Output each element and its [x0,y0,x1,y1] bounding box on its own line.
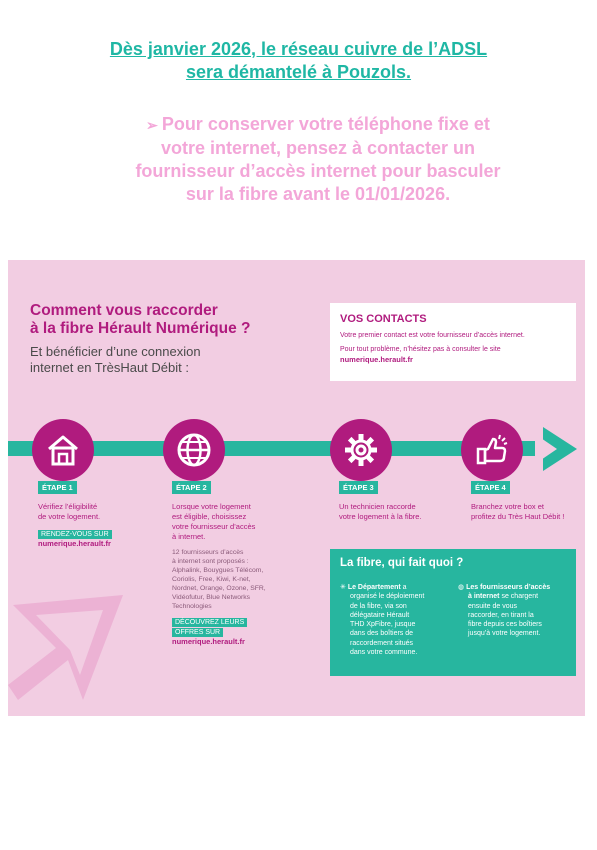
who-col1-rest: a [400,584,407,591]
providers-line6: Vidéofutur, Blue Networks [172,594,251,601]
who-col1-line: dans votre commune. [350,649,418,657]
fibre-poster [8,260,585,716]
thumbs-up-icon [461,419,523,481]
who-col2-rest: se chargent [499,593,539,601]
providers-list [172,548,292,611]
who-title: La fibre, qui fait quoi ? [340,557,464,569]
contacts-line2: Pour tout problème, n’hésitez pas à consulter le site [340,346,501,353]
asterisk-icon: ✳ [340,584,348,591]
who-col1-line: délégataire Hérault [350,611,410,619]
step2-text-line4: à internet. [172,532,206,541]
who-col1-line: dans des boîtiers de [350,630,414,638]
contacts-title: VOS CONTACTS [340,313,427,325]
step1-text-line2: de votre logement. [38,512,101,521]
who-col2-line: fibre depuis ces boîtiers [468,621,542,629]
step3-text-line1: Un technicien raccorde [339,502,416,511]
who-col2-line: jusqu’à votre logement. [468,630,541,638]
step2-text-line2: est éligible, choisissez [172,512,247,521]
who-col1-line: raccordement situés [350,639,414,647]
who-col-providers [458,583,570,639]
notice [68,113,568,206]
step4-text-line1: Branchez votre box et [471,502,544,511]
poster-subtitle [30,344,290,375]
house-icon [32,419,94,481]
headline-line1: Dès janvier 2026, le réseau cuivre de l’ADSL [109,39,488,59]
who-col1-bold: Le Département [347,584,401,591]
poster-title [30,302,330,338]
notice-line4: sur la fibre avant le 01/01/2026. [185,184,451,204]
step1-label: ÉTAPE 1 [38,481,77,494]
step1-tag: RENDEZ-VOUS SUR [38,530,112,539]
poster-subtitle-line2: internet en TrèsHaut Débit : [30,359,189,375]
step4-text-line2: profitez du Très Haut Débit ! [471,512,565,521]
notice-line1: Pour conserver votre téléphone fixe et [161,114,490,134]
contacts-link[interactable]: numerique.herault.fr [340,355,413,364]
contacts-line1: Votre premier contact est votre fournisseur d’accès internet. [340,332,525,339]
who-does-what-box [330,549,576,676]
contacts-box [330,303,576,381]
who-col-department [340,583,452,657]
who-col2-line: raccorder, en tirant la [468,611,534,619]
notice-line2: votre internet, pensez à contacter un [160,138,476,158]
step2-label: ÉTAPE 2 [172,481,211,494]
step2-link[interactable]: numerique.herault.fr [172,637,245,646]
decorative-cursor-arrow-icon [8,590,138,710]
arrow-bullet-icon: ➢ [146,117,158,133]
step3-label: ÉTAPE 3 [339,481,378,494]
globe-icon [163,419,225,481]
step1-text-line1: Vérifiez l’éligibilité [38,502,98,511]
step3-text [339,502,459,522]
poster-subtitle-line1: Et bénéficier d’une connexion [30,344,201,359]
who-col2-bold2: à internet [468,593,500,601]
globe-small-icon: ◍ [458,584,467,591]
step4-label: ÉTAPE 4 [471,481,510,494]
step2-tag-line2: OFFRES SUR [172,628,223,637]
providers-line2: à internet sont proposés : [172,558,249,565]
who-col2-bold1: Les fournisseurs d’accès [466,584,551,591]
providers-line3: Alphalink, Bouygues Télécom, [172,567,264,574]
who-col1-lines [340,592,452,657]
step4-text [471,502,581,522]
step1-link[interactable]: numerique.herault.fr [38,539,111,548]
who-col2-line: ensuite de vous [468,602,518,610]
step2-text-line3: votre fournisseur d’accès [172,522,256,531]
headline [0,38,597,84]
headline-line2: sera démantelé à Pouzols. [185,62,412,82]
who-col1-line: organisé le déploiement [350,593,425,601]
providers-line1: 12 fournisseurs d’accès [172,549,244,556]
providers-line4: Coriolis, Free, Kiwi, K-net, [172,576,251,583]
poster-title-line2: à la fibre Hérault Numérique ? [30,320,251,337]
providers-line7: Technologies [172,603,212,610]
who-col2-lines [458,602,570,639]
step3-text-line2: votre logement à la fibre. [339,512,422,521]
step1-text [38,502,148,549]
timeline-arrow-notch [535,434,557,464]
step2-text [172,502,292,647]
notice-line3: fournisseur d’accès internet pour basculer [135,161,501,181]
who-col1-line: de la fibre, via son [350,602,407,610]
providers-line5: Nordnet, Orange, Ozone, SFR, [172,585,266,592]
step2-tag-line1: DÉCOUVREZ LEURS [172,618,247,627]
step2-text-line1: Lorsque votre logement [172,502,251,511]
poster-title-line1: Comment vous raccorder [30,302,218,319]
gear-icon [330,419,392,481]
who-col1-line: THD XpFibre, jusque [350,621,416,629]
